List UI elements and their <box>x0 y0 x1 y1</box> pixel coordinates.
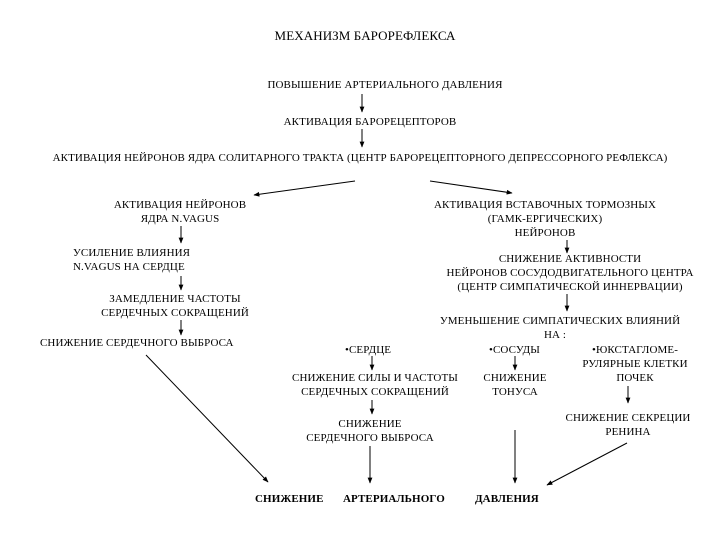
result-word-arterial: АРТЕРИАЛЬНОГО <box>343 493 445 505</box>
vasomotor-decrease-line3: (ЦЕНТР СИМПАТИЧЕСКОЙ ИННЕРВАЦИИ) <box>457 281 683 293</box>
heart-rate-slowing-line2: СЕРДЕЧНЫХ СОКРАЩЕНИЙ <box>101 307 249 319</box>
diagram-title: МЕХАНИЗМ БАРОРЕФЛЕКСА <box>274 28 456 43</box>
vagus-activation-line1: АКТИВАЦИЯ НЕЙРОНОВ <box>113 199 247 211</box>
vagus-influence-line1: УСИЛЕНИЕ ВЛИЯНИЯ <box>73 247 191 259</box>
heart-force-rate-decrease-line2: СЕРДЕЧНЫХ СОКРАЩЕНИЙ <box>301 386 449 398</box>
heart-force-rate-decrease-line1: СНИЖЕНИЕ СИЛЫ И ЧАСТОТЫ <box>292 372 458 384</box>
vascular-tone-decrease-line2: ТОНУСА <box>492 386 538 398</box>
pressure-increase: ПОВЫШЕНИЕ АРТЕРИАЛЬНОГО ДАВЛЕНИЯ <box>267 79 503 91</box>
target-kidney-line3: ПОЧЕК <box>616 372 654 384</box>
heart-rate-slowing-line1: ЗАМЕДЛЕНИЕ ЧАСТОТЫ <box>109 293 241 305</box>
baroreceptor-activation: АКТИВАЦИЯ БАРОРЕЦЕПТОРОВ <box>283 116 457 128</box>
vascular-tone-decrease-line1: СНИЖЕНИЕ <box>483 372 547 384</box>
vasomotor-decrease-line1: СНИЖЕНИЕ АКТИВНОСТИ <box>498 253 642 265</box>
gaba-activation-line1: АКТИВАЦИЯ ВСТАВОЧНЫХ ТОРМОЗНЫХ <box>433 199 657 211</box>
target-kidney-line1: •ЮКСТАГЛОМЕ- <box>592 344 678 356</box>
gaba-activation-line2: (ГАМК-ЕРГИЧЕСКИХ) <box>487 213 603 225</box>
arrow-nts-to-vagus <box>254 181 355 195</box>
result-word-decrease: СНИЖЕНИЕ <box>255 493 324 505</box>
sympathetic-decrease-line1: УМЕНЬШЕНИЕ СИМПАТИЧЕСКИХ ВЛИЯНИЙ <box>439 315 681 327</box>
nts-activation: АКТИВАЦИЯ НЕЙРОНОВ ЯДРА СОЛИТАРНОГО ТРАКТА (ЦЕНТР БАРОРЕЦЕПТОРНОГО ДЕПРЕССОРНОГО РЕФЛЕКСА) <box>52 152 668 164</box>
cardiac-output-decrease-line2: СЕРДЕЧНОГО ВЫБРОСА <box>306 432 434 444</box>
vagus-activation-line2: ЯДРА N.VAGUS <box>140 213 220 225</box>
gaba-activation-line3: НЕЙРОНОВ <box>514 227 576 239</box>
vagus-influence-line2: N.VAGUS НА СЕРДЦЕ <box>73 261 185 273</box>
result-word-pressure: ДАВЛЕНИЯ <box>475 493 539 505</box>
arrow-renin-to-result <box>547 443 627 485</box>
target-vessels: •СОСУДЫ <box>489 344 540 356</box>
arrow-left-output-to-result <box>146 355 268 482</box>
target-kidney-line2: РУЛЯРНЫЕ КЛЕТКИ <box>582 358 688 370</box>
cardiac-output-decrease-line1: СНИЖЕНИЕ <box>338 418 402 430</box>
target-heart: •СЕРДЦЕ <box>345 344 392 356</box>
cardiac-output-decrease-left: СНИЖЕНИЕ СЕРДЕЧНОГО ВЫБРОСА <box>40 337 234 349</box>
renin-decrease-line1: СНИЖЕНИЕ СЕКРЕЦИИ <box>565 412 691 424</box>
sympathetic-decrease-line2: НА : <box>543 329 567 341</box>
renin-decrease-line2: РЕНИНА <box>605 426 651 438</box>
vasomotor-decrease-line2: НЕЙРОНОВ СОСУДОДВИГАТЕЛЬНОГО ЦЕНТРА <box>446 267 694 279</box>
arrow-nts-to-gaba <box>430 181 512 193</box>
